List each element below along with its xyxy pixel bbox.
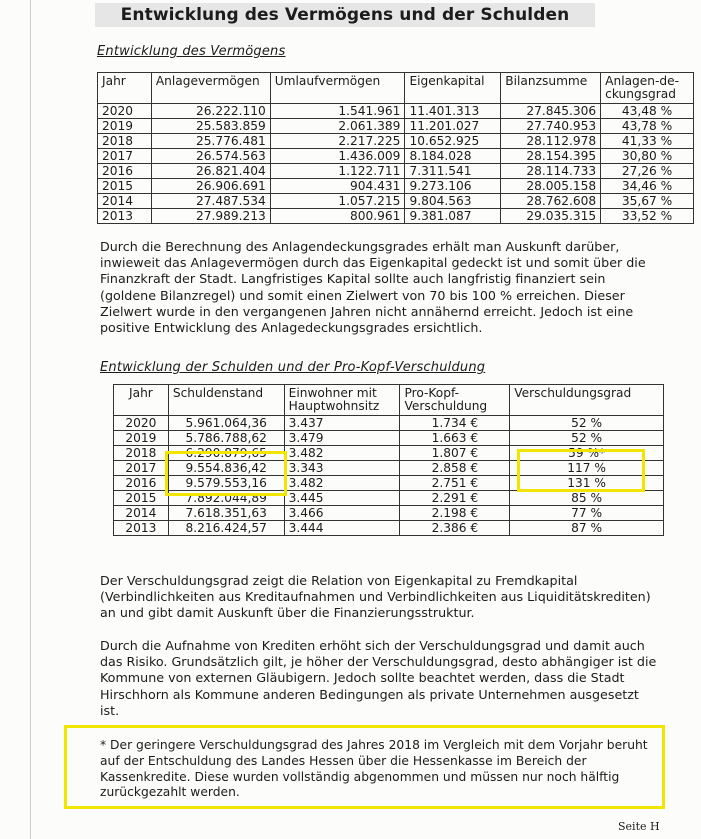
cell-equity: 9.381.087 <box>405 209 501 224</box>
cell-equity: 11.201.027 <box>405 119 501 134</box>
cell-coverage-ratio: 34,46 % <box>601 179 694 194</box>
cell-balance-sum: 28.154.395 <box>501 149 601 164</box>
cell-residents: 3.343 <box>284 461 400 476</box>
risk-explanation: Durch die Aufnahme von Krediten erhöht sich der Verschuldungsgrad und damit auch das Risiko. Grundsätzlich gilt, je höher der Verschuldungsgrad, desto abhängiger ist die Kommune von externen Gläubigern. Jedoch sollte beachtet werden, dass die Stadt Hirschhorn als Kommune anderen Bedingungen als private Unternehmen ausgesetzt ist. <box>100 638 657 718</box>
cell-year: 2014 <box>98 194 152 209</box>
debt-heading: Entwicklung der Schulden und der Pro-Kopf-Verschuldung <box>100 360 486 375</box>
col-header-equity: Eigenkapital <box>405 73 501 104</box>
cell-debt-ratio: 87 % <box>510 521 664 536</box>
cell-equity: 7.311.541 <box>405 164 501 179</box>
highlight-box-debt-ratio <box>517 449 645 492</box>
cell-debt-level: 8.216.424,57 <box>168 521 284 536</box>
cell-year: 2018 <box>114 446 169 461</box>
cell-residents: 3.445 <box>284 491 400 506</box>
table-row <box>98 194 694 209</box>
cell-per-capita-debt: 1.663 € <box>400 431 510 446</box>
col-header-coverage-ratio: Anlagen-de-ckungsgrad <box>601 73 694 104</box>
table-row <box>98 119 694 134</box>
table-row <box>114 416 664 431</box>
cell-coverage-ratio: 33,52 % <box>601 209 694 224</box>
cell-residents: 3.437 <box>284 416 400 431</box>
cell-coverage-ratio: 41,33 % <box>601 134 694 149</box>
cell-debt-ratio: 77 % <box>510 506 664 521</box>
cell-per-capita-debt: 2.198 € <box>400 506 510 521</box>
col-header-debt-level: Schuldenstand <box>168 385 284 416</box>
cell-year: 2016 <box>98 164 152 179</box>
cell-balance-sum: 28.114.733 <box>501 164 601 179</box>
cell-current-assets: 800.961 <box>270 209 405 224</box>
table-row <box>114 506 664 521</box>
cell-year: 2018 <box>98 134 152 149</box>
assets-heading: Entwicklung des Vermögens <box>97 44 286 59</box>
cell-year: 2015 <box>114 491 169 506</box>
table-row <box>98 134 694 149</box>
cell-per-capita-debt: 2.858 € <box>400 461 510 476</box>
cell-fixed-assets: 26.821.404 <box>151 164 270 179</box>
cell-balance-sum: 28.762.608 <box>501 194 601 209</box>
cell-residents: 3.482 <box>284 476 400 491</box>
cell-debt-level: 6.290.879,65 <box>168 446 284 461</box>
cell-coverage-ratio: 35,67 % <box>601 194 694 209</box>
cell-current-assets: 1.541.961 <box>270 104 405 119</box>
cell-debt-ratio: 131 % <box>510 476 664 491</box>
table-row <box>98 179 694 194</box>
cell-current-assets: 1.436.009 <box>270 149 405 164</box>
cell-year: 2013 <box>98 209 152 224</box>
col-header-debt-ratio: Verschuldungsgrad <box>510 385 664 416</box>
cell-debt-level: 7.892.044,89 <box>168 491 284 506</box>
cell-current-assets: 904.431 <box>270 179 405 194</box>
cell-fixed-assets: 27.487.534 <box>151 194 270 209</box>
cell-debt-level: 5.961.064,36 <box>168 416 284 431</box>
cell-current-assets: 2.061.389 <box>270 119 405 134</box>
col-header-balance-sum: Bilanzsumme <box>501 73 601 104</box>
cell-equity: 8.184.028 <box>405 149 501 164</box>
debt-header-row <box>114 385 664 416</box>
cell-fixed-assets: 26.906.691 <box>151 179 270 194</box>
assets-explanation: Durch die Berechnung des Anlagendeckungsgrades erhält man Auskunft darüber, inwieweit das Anlagevermögen durch das Eigenkapital gedeckt ist und somit über die Finanzkraft der Stadt. Langfristiges Kapital sollte auch langfristig finanziert sein (goldene Bilanzregel) und somit einen Zielwert von 70 bis 100 % erreichen. Dieser Zielwert wurde in den vergangenen Jahren nicht annähernd erreicht. Jedoch ist eine positive Entwicklung des Anlagedeckungsgrades ersichtlich. <box>100 239 646 336</box>
cell-debt-level: 7.618.351,63 <box>168 506 284 521</box>
cell-year: 2016 <box>114 476 169 491</box>
debt-ratio-explanation: Der Verschuldungsgrad zeigt die Relation von Eigenkapital zu Fremdkapital (Verbindlichkeiten aus Kreditaufnahmen und Verbindlichkeiten aus Liquiditätskrediten) an und gibt damit Auskunft über die Finanzierungsstruktur. <box>100 573 651 621</box>
cell-debt-ratio: 52 % <box>510 416 664 431</box>
col-header-current-assets: Umlaufvermögen <box>270 73 405 104</box>
cell-coverage-ratio: 27,26 % <box>601 164 694 179</box>
cell-debt-level: 5.786.788,62 <box>168 431 284 446</box>
cell-residents: 3.444 <box>284 521 400 536</box>
table-row <box>114 431 664 446</box>
table-row <box>114 521 664 536</box>
cell-year: 2014 <box>114 506 169 521</box>
cell-balance-sum: 27.845.306 <box>501 104 601 119</box>
cell-residents: 3.482 <box>284 446 400 461</box>
cell-balance-sum: 28.112.978 <box>501 134 601 149</box>
table-row <box>98 149 694 164</box>
footnote: * Der geringere Verschuldungsgrad des Jahres 2018 im Vergleich mit dem Vorjahr beruht auf der Entschuldung des Landes Hessen über die Hessenkasse im Bereich der Kassenkredite. Diese wurden vollständig abgenommen und müssen nur noch hälftig zurückgezahlt werden. <box>100 738 648 800</box>
cell-coverage-ratio: 43,78 % <box>601 119 694 134</box>
cell-fixed-assets: 26.222.110 <box>151 104 270 119</box>
cell-debt-ratio: 85 % <box>510 491 664 506</box>
col-header-year: Jahr <box>98 73 152 104</box>
cell-current-assets: 2.217.225 <box>270 134 405 149</box>
cell-current-assets: 1.057.215 <box>270 194 405 209</box>
cell-fixed-assets: 26.574.563 <box>151 149 270 164</box>
assets-table <box>97 72 694 224</box>
cell-year: 2017 <box>114 461 169 476</box>
cell-fixed-assets: 25.776.481 <box>151 134 270 149</box>
cell-current-assets: 1.122.711 <box>270 164 405 179</box>
page-title: Entwicklung des Vermögens und der Schulden <box>95 3 595 27</box>
cell-year: 2019 <box>98 119 152 134</box>
cell-residents: 3.479 <box>284 431 400 446</box>
page-number: Seite H <box>618 820 660 833</box>
cell-per-capita-debt: 2.751 € <box>400 476 510 491</box>
cell-equity: 9.804.563 <box>405 194 501 209</box>
col-header-fixed-assets: Anlagevermögen <box>151 73 270 104</box>
col-header-year: Jahr <box>114 385 169 416</box>
cell-debt-ratio: 59 %* <box>510 446 664 461</box>
col-header-per-capita-debt: Pro-Kopf-Verschuldung <box>400 385 510 416</box>
cell-year: 2015 <box>98 179 152 194</box>
cell-debt-ratio: 117 % <box>510 461 664 476</box>
cell-balance-sum: 27.740.953 <box>501 119 601 134</box>
cell-equity: 11.401.313 <box>405 104 501 119</box>
cell-per-capita-debt: 2.291 € <box>400 491 510 506</box>
cell-coverage-ratio: 43,48 % <box>601 104 694 119</box>
col-header-residents: Einwohner mit Hauptwohnsitz <box>284 385 400 416</box>
cell-debt-level: 9.554.836,42 <box>168 461 284 476</box>
cell-year: 2020 <box>98 104 152 119</box>
assets-header-row <box>98 73 694 104</box>
table-row <box>98 209 694 224</box>
table-row <box>98 164 694 179</box>
page-edge <box>30 0 31 839</box>
table-row <box>98 104 694 119</box>
cell-year: 2013 <box>114 521 169 536</box>
cell-fixed-assets: 27.989.213 <box>151 209 270 224</box>
highlight-box-debt-level <box>165 451 287 496</box>
cell-balance-sum: 29.035.315 <box>501 209 601 224</box>
cell-year: 2019 <box>114 431 169 446</box>
cell-coverage-ratio: 30,80 % <box>601 149 694 164</box>
cell-per-capita-debt: 1.807 € <box>400 446 510 461</box>
cell-residents: 3.466 <box>284 506 400 521</box>
cell-debt-level: 9.579.553,16 <box>168 476 284 491</box>
cell-per-capita-debt: 1.734 € <box>400 416 510 431</box>
cell-debt-ratio: 52 % <box>510 431 664 446</box>
cell-balance-sum: 28.005.158 <box>501 179 601 194</box>
cell-per-capita-debt: 2.386 € <box>400 521 510 536</box>
cell-year: 2020 <box>114 416 169 431</box>
cell-equity: 10.652.925 <box>405 134 501 149</box>
cell-year: 2017 <box>98 149 152 164</box>
cell-equity: 9.273.106 <box>405 179 501 194</box>
cell-fixed-assets: 25.583.859 <box>151 119 270 134</box>
